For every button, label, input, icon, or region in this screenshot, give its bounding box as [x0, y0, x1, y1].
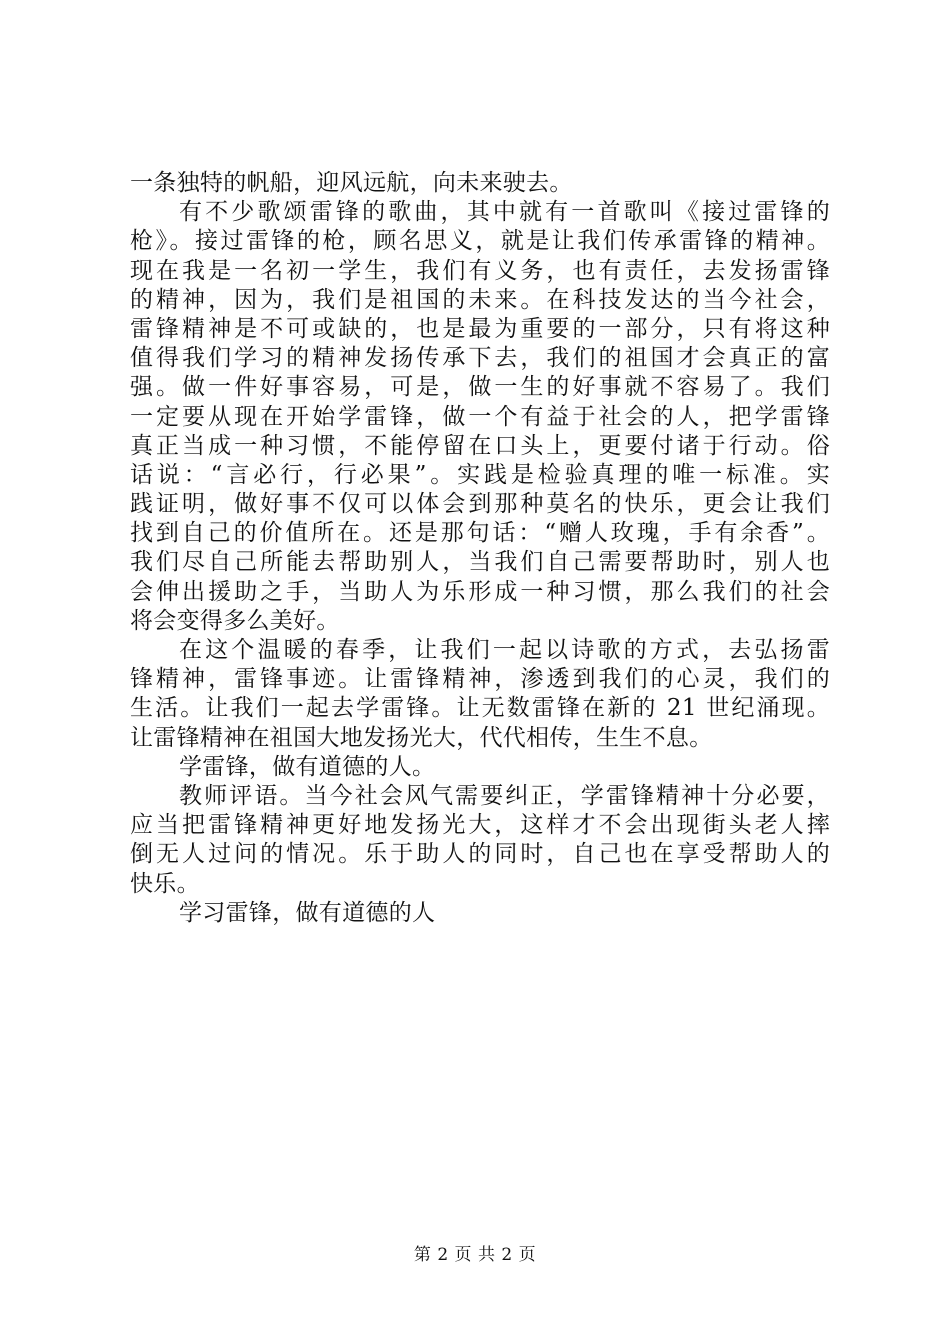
text-line: 话说：“言必行，行必果”。实践是检验真理的唯一标准。实 [130, 461, 830, 488]
text-line: 我们尽自己所能去帮助别人，当我们自己需要帮助时，别人也 [130, 549, 830, 576]
text-line: 雷锋精神是不可或缺的，也是最为重要的一部分，只有将这种 [130, 315, 830, 342]
text-line: 枪》。接过雷锋的枪，顾名思义，就是让我们传承雷锋的精神。 [130, 228, 830, 255]
text-line: 践证明，做好事不仅可以体会到那种莫名的快乐，更会让我们 [130, 491, 830, 518]
text-line: 找到自己的价值所在。还是那句话：“赠人玫瑰，手有余香”。 [130, 520, 830, 547]
text-line: 现在我是一名初一学生，我们有义务，也有责任，去发扬雷锋 [130, 257, 830, 284]
page-footer: 第 2 页 共 2 页 [413, 1245, 537, 1265]
text-line: 一定要从现在开始学雷锋，做一个有益于社会的人，把学雷锋 [130, 403, 830, 430]
text-line: 教师评语。当今社会风气需要纠正，学雷锋精神十分必要， [179, 782, 830, 809]
text-line: 生活。让我们一起去学雷锋。让无数雷锋在新的 21 世纪涌现。 [130, 695, 830, 722]
document-body [130, 169, 830, 928]
text-line: 有不少歌颂雷锋的歌曲，其中就有一首歌叫《接过雷锋的 [179, 199, 830, 226]
text-line: 强。做一件好事容易，可是，做一生的好事就不容易了。我们 [130, 374, 830, 401]
text-line: 应当把雷锋精神更好地发扬光大，这样才不会出现街头老人摔 [130, 812, 830, 839]
text-line: 的精神，因为，我们是祖国的未来。在科技发达的当今社会， [130, 286, 830, 313]
text-line: 真正当成一种习惯，不能停留在口头上，更要付诸于行动。俗 [130, 432, 830, 459]
text-line: 会伸出援助之手，当助人为乐形成一种习惯，那么我们的社会 [130, 578, 830, 605]
text-line: 锋精神，雷锋事迹。让雷锋精神，渗透到我们的心灵，我们的 [130, 666, 830, 693]
text-line: 快乐。 [130, 870, 200, 897]
text-line: 值得我们学习的精神发扬传承下去，我们的祖国才会真正的富 [130, 345, 830, 372]
text-line: 将会变得多么美好。 [130, 607, 340, 634]
text-line: 倒无人过问的情况。乐于助人的同时，自己也在享受帮助人的 [130, 841, 830, 868]
text-line: 让雷锋精神在祖国大地发扬光大，代代相传，生生不息。 [130, 724, 713, 751]
text-line: 学习雷锋，做有道德的人 [179, 899, 436, 926]
text-line: 学雷锋，做有道德的人。 [179, 753, 436, 780]
text-line: 一条独特的帆船，迎风远航，向未来驶去。 [130, 170, 573, 196]
text-line: 在这个温暖的春季，让我们一起以诗歌的方式，去弘扬雷 [179, 637, 830, 663]
